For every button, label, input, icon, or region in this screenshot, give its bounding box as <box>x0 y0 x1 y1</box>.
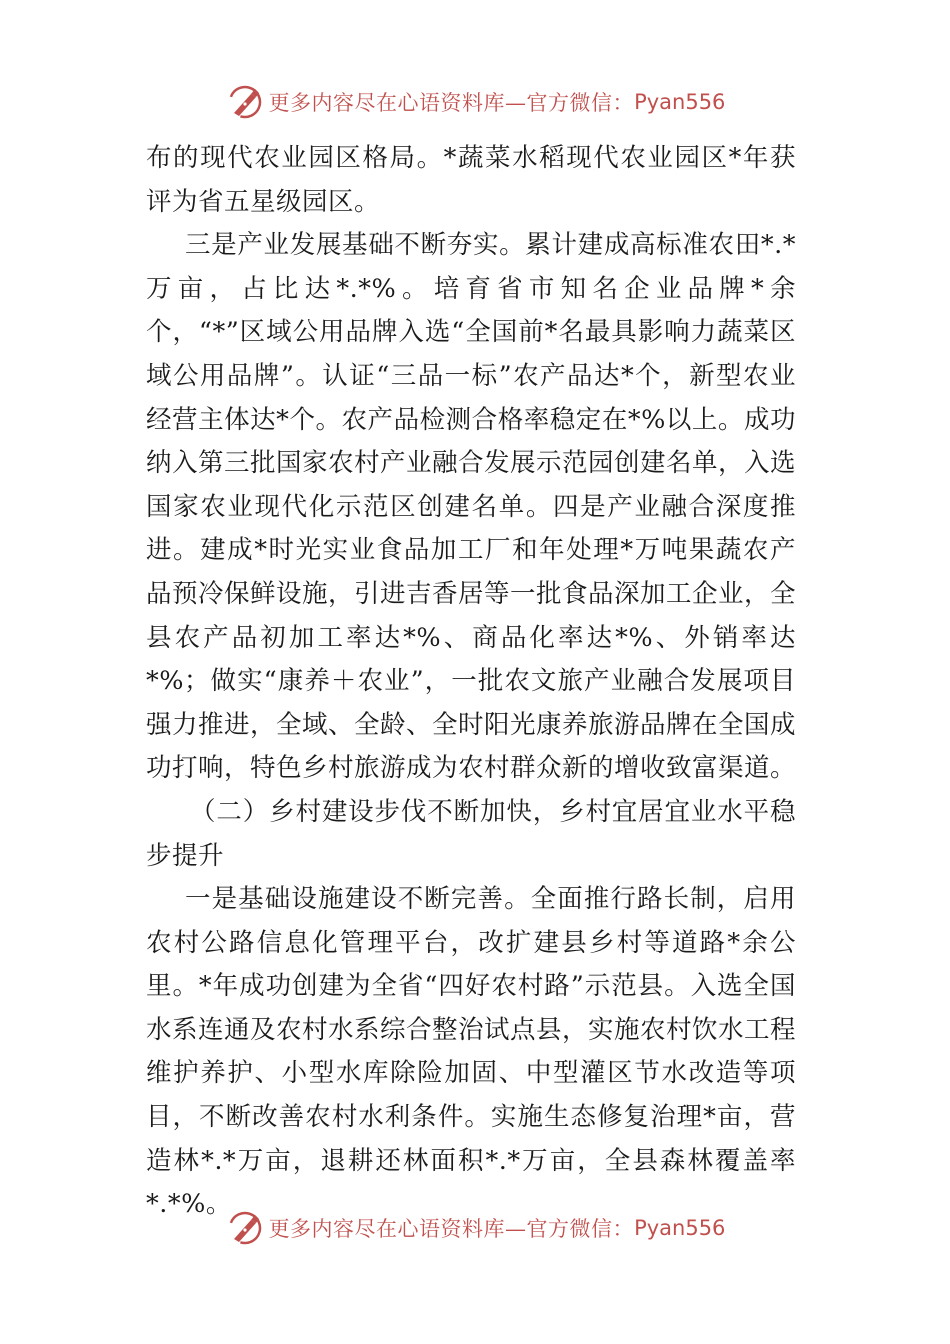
document-body <box>146 137 796 1227</box>
banner-text: 更多内容尽在心语资料库—官方微信： <box>268 1217 635 1241</box>
header-banner <box>0 80 950 124</box>
paragraph-industry-foundation: 三是产业发展基础不断夯实。累计建成高标准农田*.*万亩，占比达*.*%。培育省市知名企业品牌*余个，“*”区域公用品牌入选“全国前*名最具影响力蔬菜区域公用品牌”。认证“三品一标”农产品达*个，新型农业经营主体达*个。农产品检测合格率稳定在*%以上。成功纳入第三批国家农村产业融合发展示范园创建名单，入选国家农业现代化示范区创建名单。四是产业融合深度推进。建成*时光实业食品加工厂和年处理*万吨果蔬农产品预冷保鲜设施，引进吉香居等一批食品深加工企业，全县农产品初加工率达*%、商品化率达*%、外销率达*%；做实“康养＋农业”，一批农文旅产业融合发展项目强力推进，全域、全龄、全时阳光康养旅游品牌在全国成功打响，特色乡村旅游成为农村群众新的增收致富渠道。 <box>146 230 797 784</box>
banner-wechat-id: Pyan556 <box>634 90 726 114</box>
paragraph-infrastructure: 一是基础设施建设不断完善。全面推行路长制，启用农村公路信息化管理平台，改扩建县乡村等道路*余公里。*年成功创建为全省“四好农村路”示范县。入选全国水系连通及农村水系综合整治试点县，实施农村饮水工程维护养护、小型水库除险加固、中型灌区节水改造等项目，不断改善农村水利条件。实施生态修复治理*亩，营造林*.*万亩，退耕还林面积*.*万亩，全县森林覆盖率*.*%。 <box>146 884 797 1220</box>
banner-wechat-id: Pyan556 <box>634 1216 726 1240</box>
section-heading: （二）乡村建设步伐不断加快，乡村宜居宜业水平稳步提升 <box>146 796 796 871</box>
paragraph-continuation: 布的现代农业园区格局。*蔬菜水稻现代农业园区*年获评为省五星级园区。 <box>146 143 796 217</box>
pen-nib-logo-icon <box>225 1208 265 1248</box>
footer-banner <box>0 1206 950 1250</box>
pen-nib-logo-icon <box>225 82 265 122</box>
banner-text: 更多内容尽在心语资料库—官方微信： <box>268 91 635 115</box>
